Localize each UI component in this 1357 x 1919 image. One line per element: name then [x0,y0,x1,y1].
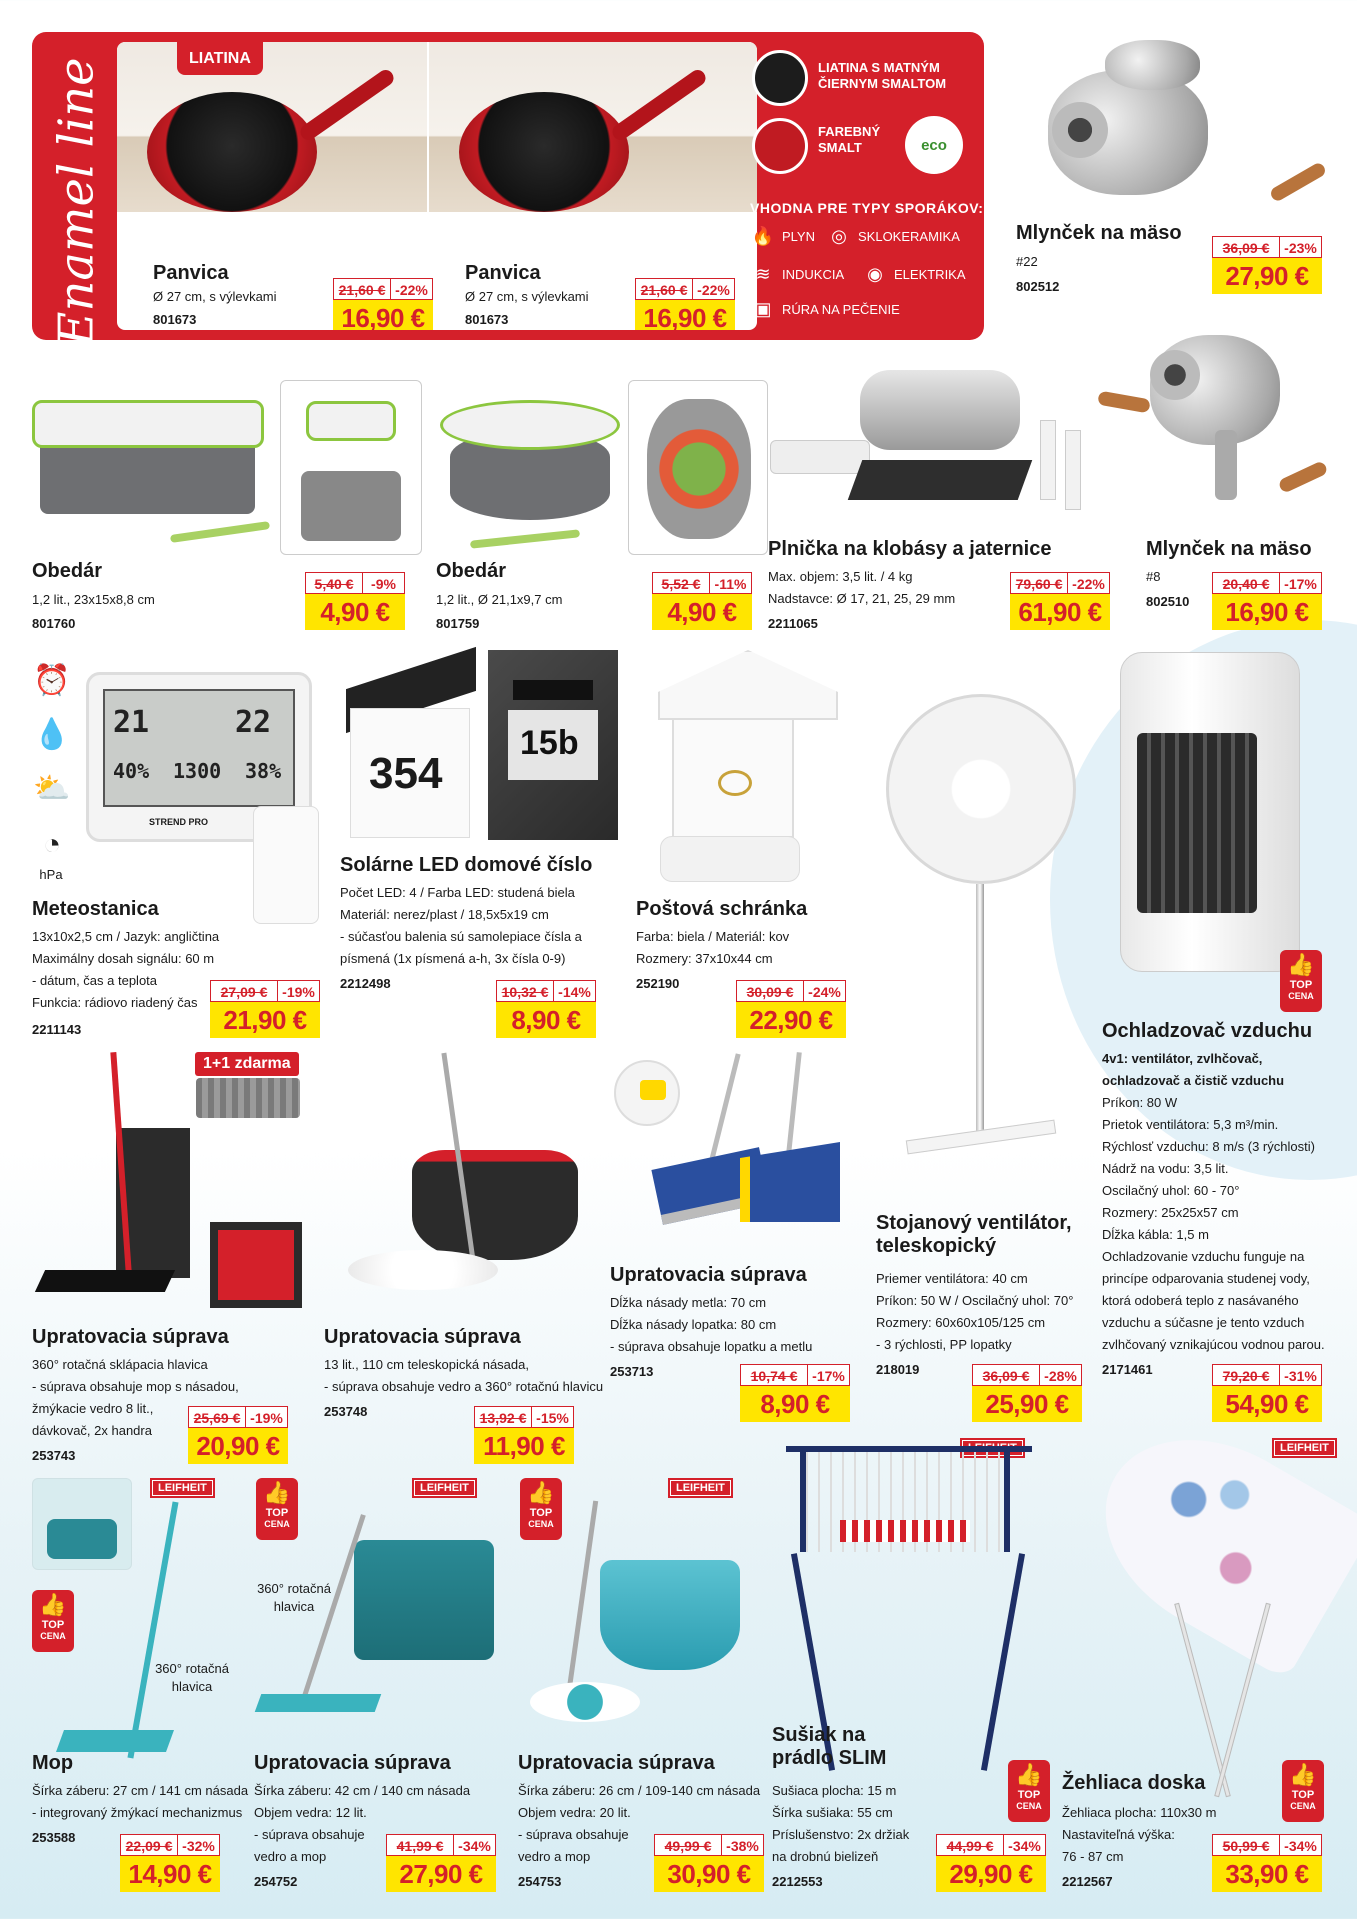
product-name: Obedár [32,560,103,582]
product-name: Solárne LED domové číslo [340,854,593,876]
new-price: 16,90 € [1212,594,1322,630]
product-desc: - dátum, čas a teplota [32,973,158,988]
product-desc: Nádrž na vodu: 3,5 lit. [1102,1161,1229,1176]
product-desc: 13 lit., 110 cm teleskopická násada, [324,1357,529,1372]
grinder-handle [1269,161,1328,203]
top-price-badge: 👍 TOP CENA [520,1478,562,1540]
stuffer-nozzle [770,440,870,474]
oven-icon: ▣ [754,299,772,319]
price-box [1212,1834,1322,1892]
sausage-stuffer-image [860,370,1020,450]
product-desc: princípe odparovania studenej vody, [1102,1271,1310,1286]
product-desc: zvlhčovaný vznikajúcou vodnou parou. [1102,1337,1325,1352]
product-code: 253748 [324,1404,368,1419]
stove-ceramic: ◎ SKLOKERAMIKA [826,226,960,247]
induction-icon: ≋ [755,264,771,284]
lunchbox-detail-card [628,380,768,555]
discount: -17% [1280,572,1322,594]
product-desc: dávkovač, 2x handra [32,1423,152,1438]
grinder-clamp [1215,430,1237,500]
discount: -22% [391,278,433,300]
product-desc: Rozmery: 37x10x44 cm [636,951,773,966]
stove-types-title: VHODNA PRE TYPY SPORÁKOV: [750,200,984,216]
stuffer-tube [1040,420,1056,500]
new-price: 8,90 € [740,1386,850,1422]
product-code: 802510 [1146,594,1190,609]
price-box [120,1834,220,1892]
product-desc: Oscilačný uhol: 60 - 70° [1102,1183,1240,1198]
discount: -34% [1004,1834,1046,1856]
old-price: 13,92 € [474,1406,532,1428]
old-price: 79,60 € [1010,572,1068,594]
old-price: 44,99 € [936,1834,1004,1856]
old-price: 49,99 € [654,1834,722,1856]
product-desc: 76 - 87 cm [1062,1849,1124,1864]
product-desc: Príkon: 80 W [1102,1095,1178,1110]
product-desc: Dĺžka kábla: 1,5 m [1102,1227,1209,1242]
post-horn-icon [718,770,752,796]
product-name: Mlynček na mäso [1146,538,1312,560]
mop-detail-image [32,1478,132,1570]
product-desc: vedro a mop [254,1849,327,1864]
fan-pole [976,884,984,1134]
product-code: 801759 [436,616,480,631]
price-box [386,1834,496,1892]
price-box [474,1406,574,1464]
old-price: 36,09 € [1212,236,1280,258]
lunchbox-compartment [301,471,401,541]
product-desc: - súčasťou balenia sú samolepiace čísla a [340,929,582,944]
discount: -28% [1040,1364,1082,1386]
mop-wringer [47,1519,117,1559]
new-price: 16,90 € [333,300,433,330]
pan-photo-1 [117,42,427,212]
product-name: Upratovacia súprava [518,1752,715,1774]
banner-product-area [117,42,757,330]
product-name: Panvica [153,262,229,284]
stuffer-tube [1065,430,1081,510]
discount: -14% [554,980,596,1002]
feature-color: FAREBNÝ SMALT [818,124,881,155]
rotating-head-label: 360° rotačná hlavica [155,1661,229,1694]
product-code: 2212567 [1062,1874,1113,1889]
spork-image [170,521,270,543]
cooler-grille [1137,733,1257,913]
new-price: 30,90 € [654,1856,764,1892]
new-price: 4,90 € [652,594,752,630]
product-desc: - integrovaný žmýkací mechanizmus [32,1805,243,1820]
product-name: Sušiak na prádlo SLIM [772,1724,887,1769]
ceramic-hob-icon: ◎ [831,226,847,246]
spork-image [470,529,580,548]
product-name: Mlynček na mäso [1016,222,1182,244]
discount: -19% [246,1406,288,1428]
lit-sign [508,710,598,780]
price-box [972,1364,1082,1422]
new-price: 22,90 € [736,1002,846,1038]
price-box [1212,572,1322,630]
price-box [740,1364,850,1422]
old-price: 5,40 € [305,572,363,594]
product-desc: Šírka záberu: 27 cm / 141 cm násada [32,1783,249,1798]
yellow-clip [640,1080,666,1100]
product-desc: Šírka záberu: 42 cm / 140 cm násada [254,1783,471,1798]
product-desc: Rýchlosť vzduchu: 8 m/s (3 rýchlosti) [1102,1139,1315,1154]
product-desc: - súprava obsahuje [254,1827,365,1842]
mop-bucket-top-view [210,1222,302,1308]
old-price: 25,69 € [188,1406,246,1428]
outdoor-sensor-image [253,806,319,924]
price-box [1212,236,1322,294]
product-name: Obedár [436,560,507,582]
stuffer-base [848,460,1033,500]
new-price: 54,90 € [1212,1386,1322,1422]
product-desc: vedro a mop [518,1849,591,1864]
product-code: 254752 [254,1874,298,1889]
dryer-leg [981,1553,1025,1771]
product-desc: Príslušenstvo: 2x držiak [772,1827,910,1842]
electric-hob-icon: ◉ [867,264,883,284]
product-desc: vzduchu a súčasne je tento vzduch [1102,1315,1305,1330]
old-price: 79,20 € [1212,1364,1280,1386]
product-desc: Dĺžka násady metla: 70 cm [610,1295,767,1310]
grinder-hopper [1105,40,1200,90]
product-desc: 360° rotačná sklápacia hlavica [32,1357,208,1372]
product-name: Panvica [465,262,541,284]
product-desc: Priemer ventilátora: 40 cm [876,1271,1028,1286]
grinder-plate [1052,102,1108,158]
product-code: 254753 [518,1874,562,1889]
top-price-badge: 👍 TOP CENA [256,1478,298,1540]
air-cooler-image [1120,652,1300,972]
leifheit-logo: LEIFHEIT [150,1478,215,1498]
pan-image [459,92,629,212]
discount: -22% [1068,572,1110,594]
product-code: 2212553 [772,1874,823,1889]
stove-induction: ≋ INDUKCIA [750,264,844,285]
product-desc: - súprava obsahuje [518,1827,629,1842]
old-price: 41,99 € [386,1834,454,1856]
product-code: 2212498 [340,976,391,991]
product-name: Žehliaca doska [1062,1772,1206,1794]
new-price: 4,90 € [305,594,405,630]
price-box [188,1406,288,1464]
product-desc: 1,2 lit., 23x15x8,8 cm [32,592,155,607]
weather-icon: ⛅ [33,771,71,805]
price-box [305,572,405,630]
product-desc: Farba: biela / Materiál: kov [636,929,790,944]
old-price: 22,09 € [120,1834,178,1856]
salad-bowls-image [647,399,751,539]
product-desc: - súprava obsahuje vedro a 360° rotačnú hlavicu [324,1379,604,1394]
product-desc: Objem vedra: 12 lit. [254,1805,367,1820]
pan-image [147,92,317,212]
price-box [652,572,752,630]
discount: -24% [804,980,846,1002]
pressure-gauge-icon: ◔ [42,828,62,861]
product-code: 253743 [32,1448,76,1463]
new-price: 21,90 € [210,1002,320,1038]
product-desc: Prietok ventilátora: 5,3 m³/min. [1102,1117,1279,1132]
dryer-clips [840,1520,970,1542]
product-desc: ochladzovač a čistič vzduchu [1102,1073,1285,1088]
old-price: 50,99 € [1212,1834,1280,1856]
product-code: 253588 [32,1830,76,1845]
discount: -34% [454,1834,496,1856]
brand-label: STREND PRO [149,817,209,827]
product-code: 801760 [32,616,76,631]
grinder-handle [1277,460,1328,494]
humidity-icon: 💧 [33,717,71,751]
pan-photo-2 [429,42,757,212]
product-desc: Počet LED: 4 / Farba LED: studená biela [340,885,575,900]
grinder-plate [1150,350,1200,400]
price-box [936,1834,1046,1892]
stove-electric: ◉ ELEKTRIKA [862,264,966,285]
product-desc: Dĺžka násady lopatka: 80 cm [610,1317,777,1332]
discount: -34% [1280,1834,1322,1856]
product-desc: Rozmery: 60x60x105/125 cm [876,1315,1046,1330]
rotating-head-label: 360° rotačná hlavica [257,1581,331,1614]
discount: -22% [693,278,735,300]
feature-matte: LIATINA S MATNÝM ČIERNYM SMALTOM [818,60,947,91]
product-code: 252190 [636,976,680,991]
product-desc: Max. objem: 3,5 lit. / 4 kg [768,569,913,584]
eco-badge: eco [905,116,963,174]
new-price: 14,90 € [120,1856,220,1892]
discount: -31% [1280,1364,1322,1386]
stove-oven: ▣ RÚRA NA PEČENIE [750,299,900,320]
lunchbox-lid [32,400,264,448]
product-code: 2211065 [768,616,818,631]
thumbs-up-icon: 👍 [1015,1762,1043,1787]
product-name: Plnička na klobásy a jaternice [768,538,1052,560]
product-desc: na drobnú bielizeň [772,1849,879,1864]
flat-mop-head [56,1730,174,1752]
product-name: Upratovacia súprava [254,1752,451,1774]
product-desc: ktorá odoberá teplo z nasávaného [1102,1293,1299,1308]
leifheit-logo: LEIFHEIT [1272,1438,1337,1458]
flat-mop-head [255,1694,382,1712]
product-desc: #22 [1016,254,1038,269]
top-price-badge: 👍 TOP CENA [32,1590,74,1652]
product-desc: Materiál: nerez/plast / 18,5x5x19 cm [340,907,549,922]
discount: -11% [710,572,752,594]
spin-mop-head [348,1250,498,1290]
product-desc: Maximálny dosah signálu: 60 m [32,951,215,966]
spin-bucket-image [600,1560,740,1670]
pan-handle [297,67,396,143]
cloth-pads-image [196,1078,300,1118]
old-price: 10,32 € [496,980,554,1002]
old-price: 20,40 € [1212,572,1280,594]
thumbs-up-icon: 👍 [527,1480,555,1505]
spin-mop-head [530,1682,640,1722]
price-box [333,278,433,330]
thumbs-up-icon: 👍 [39,1592,67,1617]
new-price: 20,90 € [188,1428,288,1464]
product-code: 218019 [876,1362,920,1377]
product-desc: Šírka sušiaka: 55 cm [772,1805,893,1820]
product-code: 253713 [610,1364,654,1379]
stuffer-handle [1097,391,1151,414]
product-code: 2171461 [1102,1362,1153,1377]
product-desc: Nastaviteľná výška: [1062,1827,1175,1842]
discount: -19% [278,980,320,1002]
discount: -32% [178,1834,220,1856]
fan-head-image [886,694,1076,884]
discount: -38% [722,1834,764,1856]
new-price: 33,90 € [1212,1856,1322,1892]
product-code: 801673 [153,312,197,327]
leifheit-logo: LEIFHEIT [668,1478,733,1498]
thumbs-up-icon: 👍 [263,1480,291,1505]
product-desc: 4v1: ventilátor, zvlhčovač, [1102,1051,1263,1066]
pan-handle [609,67,708,143]
alarm-clock-icon: ⏰ [33,663,71,697]
discount: -17% [808,1364,850,1386]
product-desc: Šírka záberu: 26 cm / 109-140 cm násada [518,1783,761,1798]
thumbs-up-icon: 👍 [1289,1762,1317,1787]
newspaper-roll [660,836,800,882]
product-desc: #8 [1146,569,1161,584]
house-number-sign [350,708,470,838]
flat-mop-head [35,1270,175,1292]
old-price: 30,09 € [736,980,804,1002]
product-desc: Žehliaca plocha: 110x30 m [1062,1805,1217,1820]
product-code: 802512 [1016,279,1060,294]
product-name: Meteostanica [32,898,159,920]
product-code: 801673 [465,312,509,327]
flame-icon: 🔥 [751,226,775,246]
old-price: 10,74 € [740,1364,808,1386]
new-price: 61,90 € [1010,594,1110,630]
solar-panel [513,680,593,700]
connector-detail-image [614,1060,680,1126]
old-price: 36,09 € [972,1364,1040,1386]
lunchbox-lid [440,400,620,450]
product-name: Mop [32,1752,74,1774]
mailbox-image [672,718,794,838]
discount: -23% [1280,236,1322,258]
price-box [1010,572,1110,630]
leifheit-logo: LEIFHEIT [412,1478,477,1498]
discount: -15% [532,1406,574,1428]
old-price: 5,52 € [652,572,710,594]
product-desc: 13x10x2,5 cm / Jazyk: angličtina [32,929,220,944]
product-name: Poštová schránka [636,898,808,920]
one-plus-one-free-tag: 1+1 zdarma [195,1052,299,1076]
mailbox-roof [658,650,838,720]
old-price: 21,60 € [635,278,693,300]
banner-script-title: Enamel line [49,57,105,347]
bucket-image [354,1540,494,1660]
thumbs-up-icon: 👍 [1287,952,1315,977]
old-price: 27,09 € [210,980,278,1002]
product-code: 2211143 [32,1022,82,1037]
top-price-badge: 👍 TOP CENA [1280,950,1322,1012]
old-price: 21,60 € [333,278,391,300]
price-box [496,980,596,1038]
product-name: Upratovacia súprava [324,1326,521,1348]
new-price: 25,90 € [972,1386,1082,1422]
price-box [654,1834,764,1892]
product-desc: Ø 27 cm, s výlevkami [153,289,277,304]
stove-gas: 🔥 PLYN [751,226,815,246]
product-name: Ochladzovač vzduchu [1102,1020,1313,1042]
weather-display: 21 22 40% 1300 38% [103,689,295,807]
lunchbox-detail-card [280,380,422,555]
price-box [210,980,320,1038]
product-desc: písmená (1x písmená a-h, 3x čísla 0-9) [340,951,566,966]
new-price: 11,90 € [474,1428,574,1464]
product-desc: Objem vedra: 20 lit. [518,1805,631,1820]
product-desc: Rozmery: 25x25x57 cm [1102,1205,1239,1220]
price-box [736,980,846,1038]
product-desc: - 3 rýchlosti, PP lopatky [876,1337,1012,1352]
new-price: 16,90 € [635,300,735,330]
product-desc: Ø 27 cm, s výlevkami [465,289,589,304]
color-enamel-icon [752,118,808,174]
product-desc: Funkcia: rádiovo riadený čas [32,995,198,1010]
top-price-badge: 👍 TOP CENA [1008,1760,1050,1822]
price-box [1212,1364,1322,1422]
product-desc: - súprava obsahuje lopatku a metlu [610,1339,813,1354]
product-desc: Nadstavce: Ø 17, 21, 25, 29 mm [768,591,956,606]
matte-enamel-icon [752,50,808,106]
solar-sign-night-image [488,650,618,840]
mop-handle [127,1501,178,1758]
discount: -9% [363,572,405,594]
product-name: Stojanový ventilátor, teleskopický [876,1212,1072,1257]
sign-number: 354 [369,749,443,798]
price-box [635,278,735,330]
product-desc: žmýkacie vedro 8 lit., [32,1401,154,1416]
new-price: 8,90 € [496,1002,596,1038]
product-desc: Príkon: 50 W / Oscilačný uhol: 70° [876,1293,1074,1308]
product-desc: - súprava obsahuje mop s násadou, [32,1379,239,1394]
new-price: 29,90 € [936,1856,1046,1892]
product-desc: Ochladzovanie vzduchu funguje na [1102,1249,1305,1264]
product-desc: 1,2 lit., Ø 21,1x9,7 cm [436,592,563,607]
product-name: Upratovacia súprava [610,1264,807,1286]
hpa-label: hPa [39,867,63,882]
sign-number: 15b [520,724,579,762]
spin-bucket-image [412,1150,578,1260]
mop-handle [567,1501,598,1690]
top-price-badge: 👍 TOP CENA [1282,1760,1324,1822]
product-desc: Sušiaca plocha: 15 m [772,1783,897,1798]
new-price: 27,90 € [1212,258,1322,294]
product-name: Upratovacia súprava [32,1326,229,1348]
new-price: 27,90 € [386,1856,496,1892]
liatina-tag: LIATINA [177,42,263,75]
lunchbox-lid [306,401,396,441]
